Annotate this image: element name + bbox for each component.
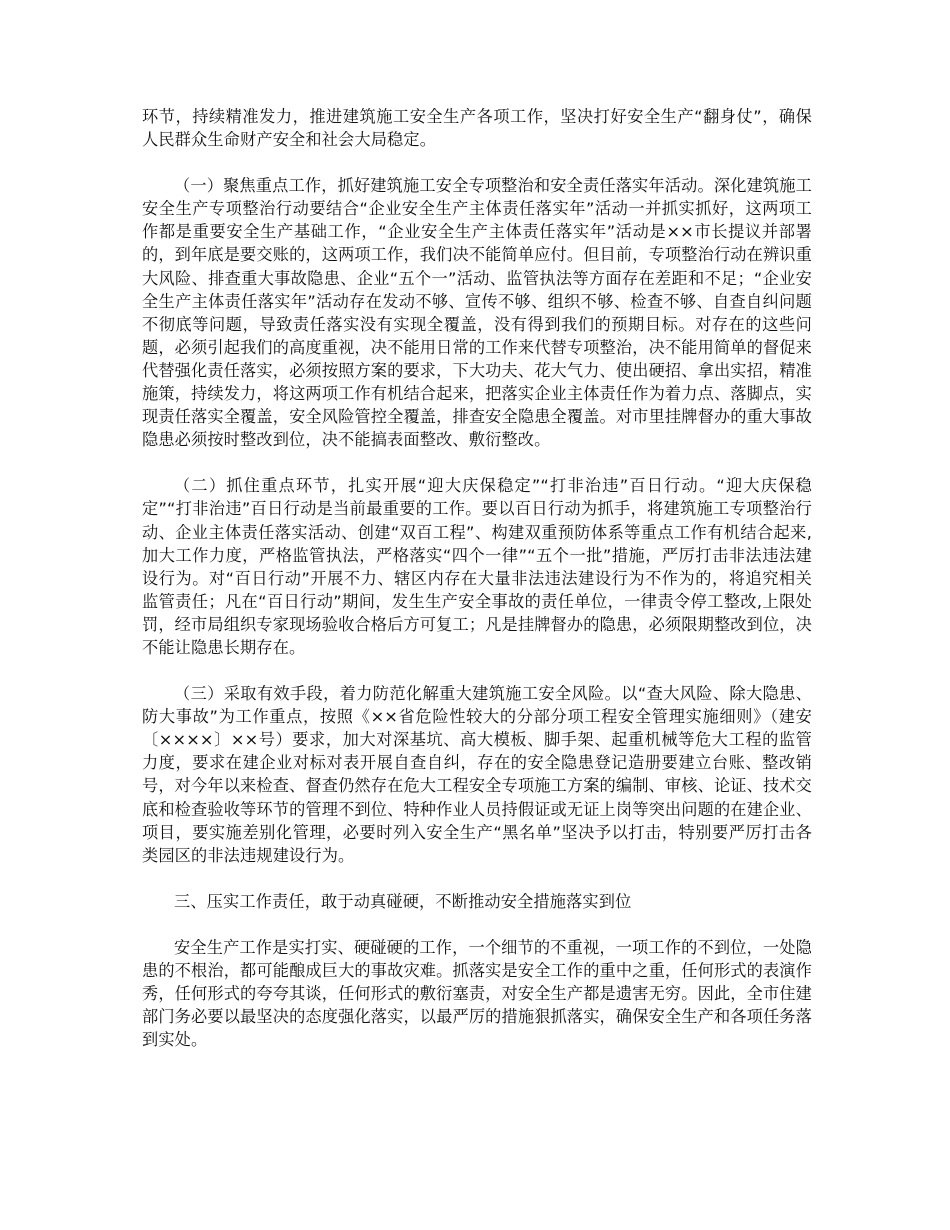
paragraph-continuation: 环节，持续精准发力，推进建筑施工安全生产各项工作，坚决打好安全生产“翻身仗”，确保人民群众生命财产安全和社会大局稳定。 <box>142 107 812 150</box>
section-heading-3: 三、压实工作责任，敢于动真碰硬，不断推动安全措施落实到位 <box>174 891 632 911</box>
paragraph-section-1: （一）聚焦重点工作，抓好建筑施工安全专项整治和安全责任落实年活动。深化建筑施工安全生产专项整治行动要结合“企业安全生产主体责任落实年”活动一并抓实抓好，这两项工作都是重要安全生产基础工作，“企业安全生产主体责任落实年”活动是××市长提议并部署的，到年底是要交账的，这两项工作，我们决不能简单应付。但目前，专项整治行动在辨识重大风险、排查重大事故隐患、企业“五个一”活动、监管执法等方面存在差距和不足；“企业安全生产主体责任落实年”活动存在发动不够、宣传不够、组织不够、检查不够、自查自纠问题不彻底等问题，导致责任落实没有实现全覆盖，没有得到我们的预期目标。对存在的这些问题，必须引起我们的高度重视，决不能用日常的工作来代替专项整治，决不能用简单的督促来代替强化责任落实，必须按照方案的要求，下大功夫、花大气力、使出硬招、拿出实招，精准施策，持续发力，将这两项工作有机结合起来，把落实企业主体责任作为着力点、落脚点，实现责任落实全覆盖，安全风险管控全覆盖，排查安全隐患全覆盖。对市里挂牌督办的重大事故隐患必须按时整改到位，决不能搞表面整改、敷衍整改。 <box>142 176 812 450</box>
document-page <box>142 105 812 1074</box>
paragraph-section-3: （三）采取有效手段，着力防范化解重大建筑施工安全风险。以“查大风险、除大隐患、防大事故”为工作重点，按照《××省危险性较大的分部分项工程安全管理实施细则》（建安〔××××〕××号）要求，加大对深基坑、高大模板、脚手架、起重机械等危大工程的监管力度，要求在建企业对标对表开展自查自纠，存在的安全隐患登记造册要建立台账、整改销号，对今年以来检查、督查仍然存在危大工程安全专项施工方案的编制、审核、论证、技术交底和检查验收等环节的管理不到位、特种作业人员持假证或无证上岗等突出问题的在建企业、项目，要实施差别化管理，必要时列入安全生产“黑名单”坚决予以打击，特别要严厉打击各类园区的非法违规建设行为。 <box>142 684 812 865</box>
paragraph-safety-work: 安全生产工作是实打实、硬碰硬的工作，一个细节的不重视，一项工作的不到位，一处隐患的不根治，都可能酿成巨大的事故灾难。抓落实是安全工作的重中之重，任何形式的表演作秀，任何形式的夸夸其谈，任何形式的敷衍塞责，对安全生产都是遗害无穷。因此，全市住建部门务必要以最坚决的态度强化落实，以最严厉的措施狠抓落实，确保安全生产和各项任务落到实处。 <box>142 937 812 1050</box>
paragraph-section-2: （二）抓住重点环节，扎实开展“迎大庆保稳定”“打非治违”百日行动。“迎大庆保稳定”“打非治违”百日行动是当前最重要的工作。要以百日行动为抓手，将建筑施工专项整治行动、企业主体责任落实活动、创建“双百工程”、构建双重预防体系等重点工作有机结合起来,加大工作力度，严格监管执法，严格落实“四个一律”“五个一批”措施，严厉打击非法违法建设行为。对“百日行动”开展不力、辖区内存在大量非法违法建设行为不作为的，将追究相关监管责任；凡在“百日行动”期间，发生生产安全事故的责任单位，一律责令停工整改,上限处罚，经市局组织专家现场验收合格后方可复工；凡是挂牌督办的隐患，必须限期整改到位，决不能让隐患长期存在。 <box>142 476 812 657</box>
